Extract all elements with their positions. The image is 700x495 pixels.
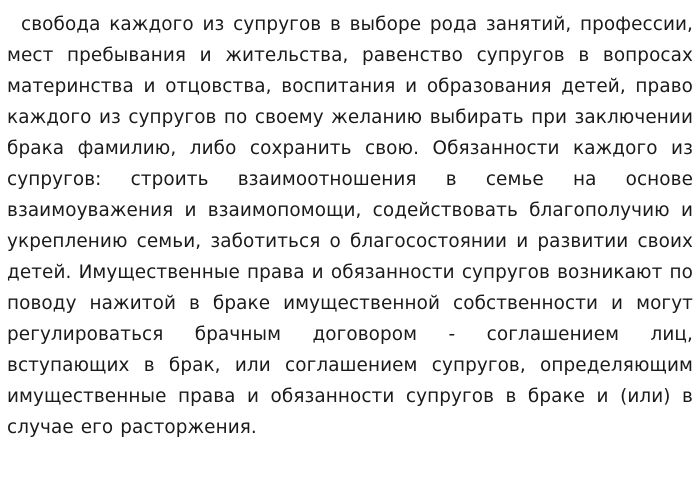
document-page xyxy=(7,9,693,443)
body-paragraph: свобода каждого из супругов в выборе рода занятий, профессии, мест пребывания и жительства, равенство супругов в вопросах материнства и отцовства, воспитания и образования детей, право каждого из супругов по своему желанию выбирать при заключении брака фамилию, либо сохранить свою. Обязанности каждого из супругов: строить взаимоотношения в семье на основе взаимоуважения и взаимопомощи, содействовать благополучию и укреплению семьи, заботиться о благосостоянии и развитии своих детей. Имущественные права и обязанности супругов возникают по поводу нажитой в браке имущественной собственности и могут регулироваться брачным договором - соглашением лиц, вступающих в брак, или соглашением супругов, определяющим имущественные права и обязанности супругов в браке и (или) в случае его расторжения. xyxy=(7,14,693,438)
